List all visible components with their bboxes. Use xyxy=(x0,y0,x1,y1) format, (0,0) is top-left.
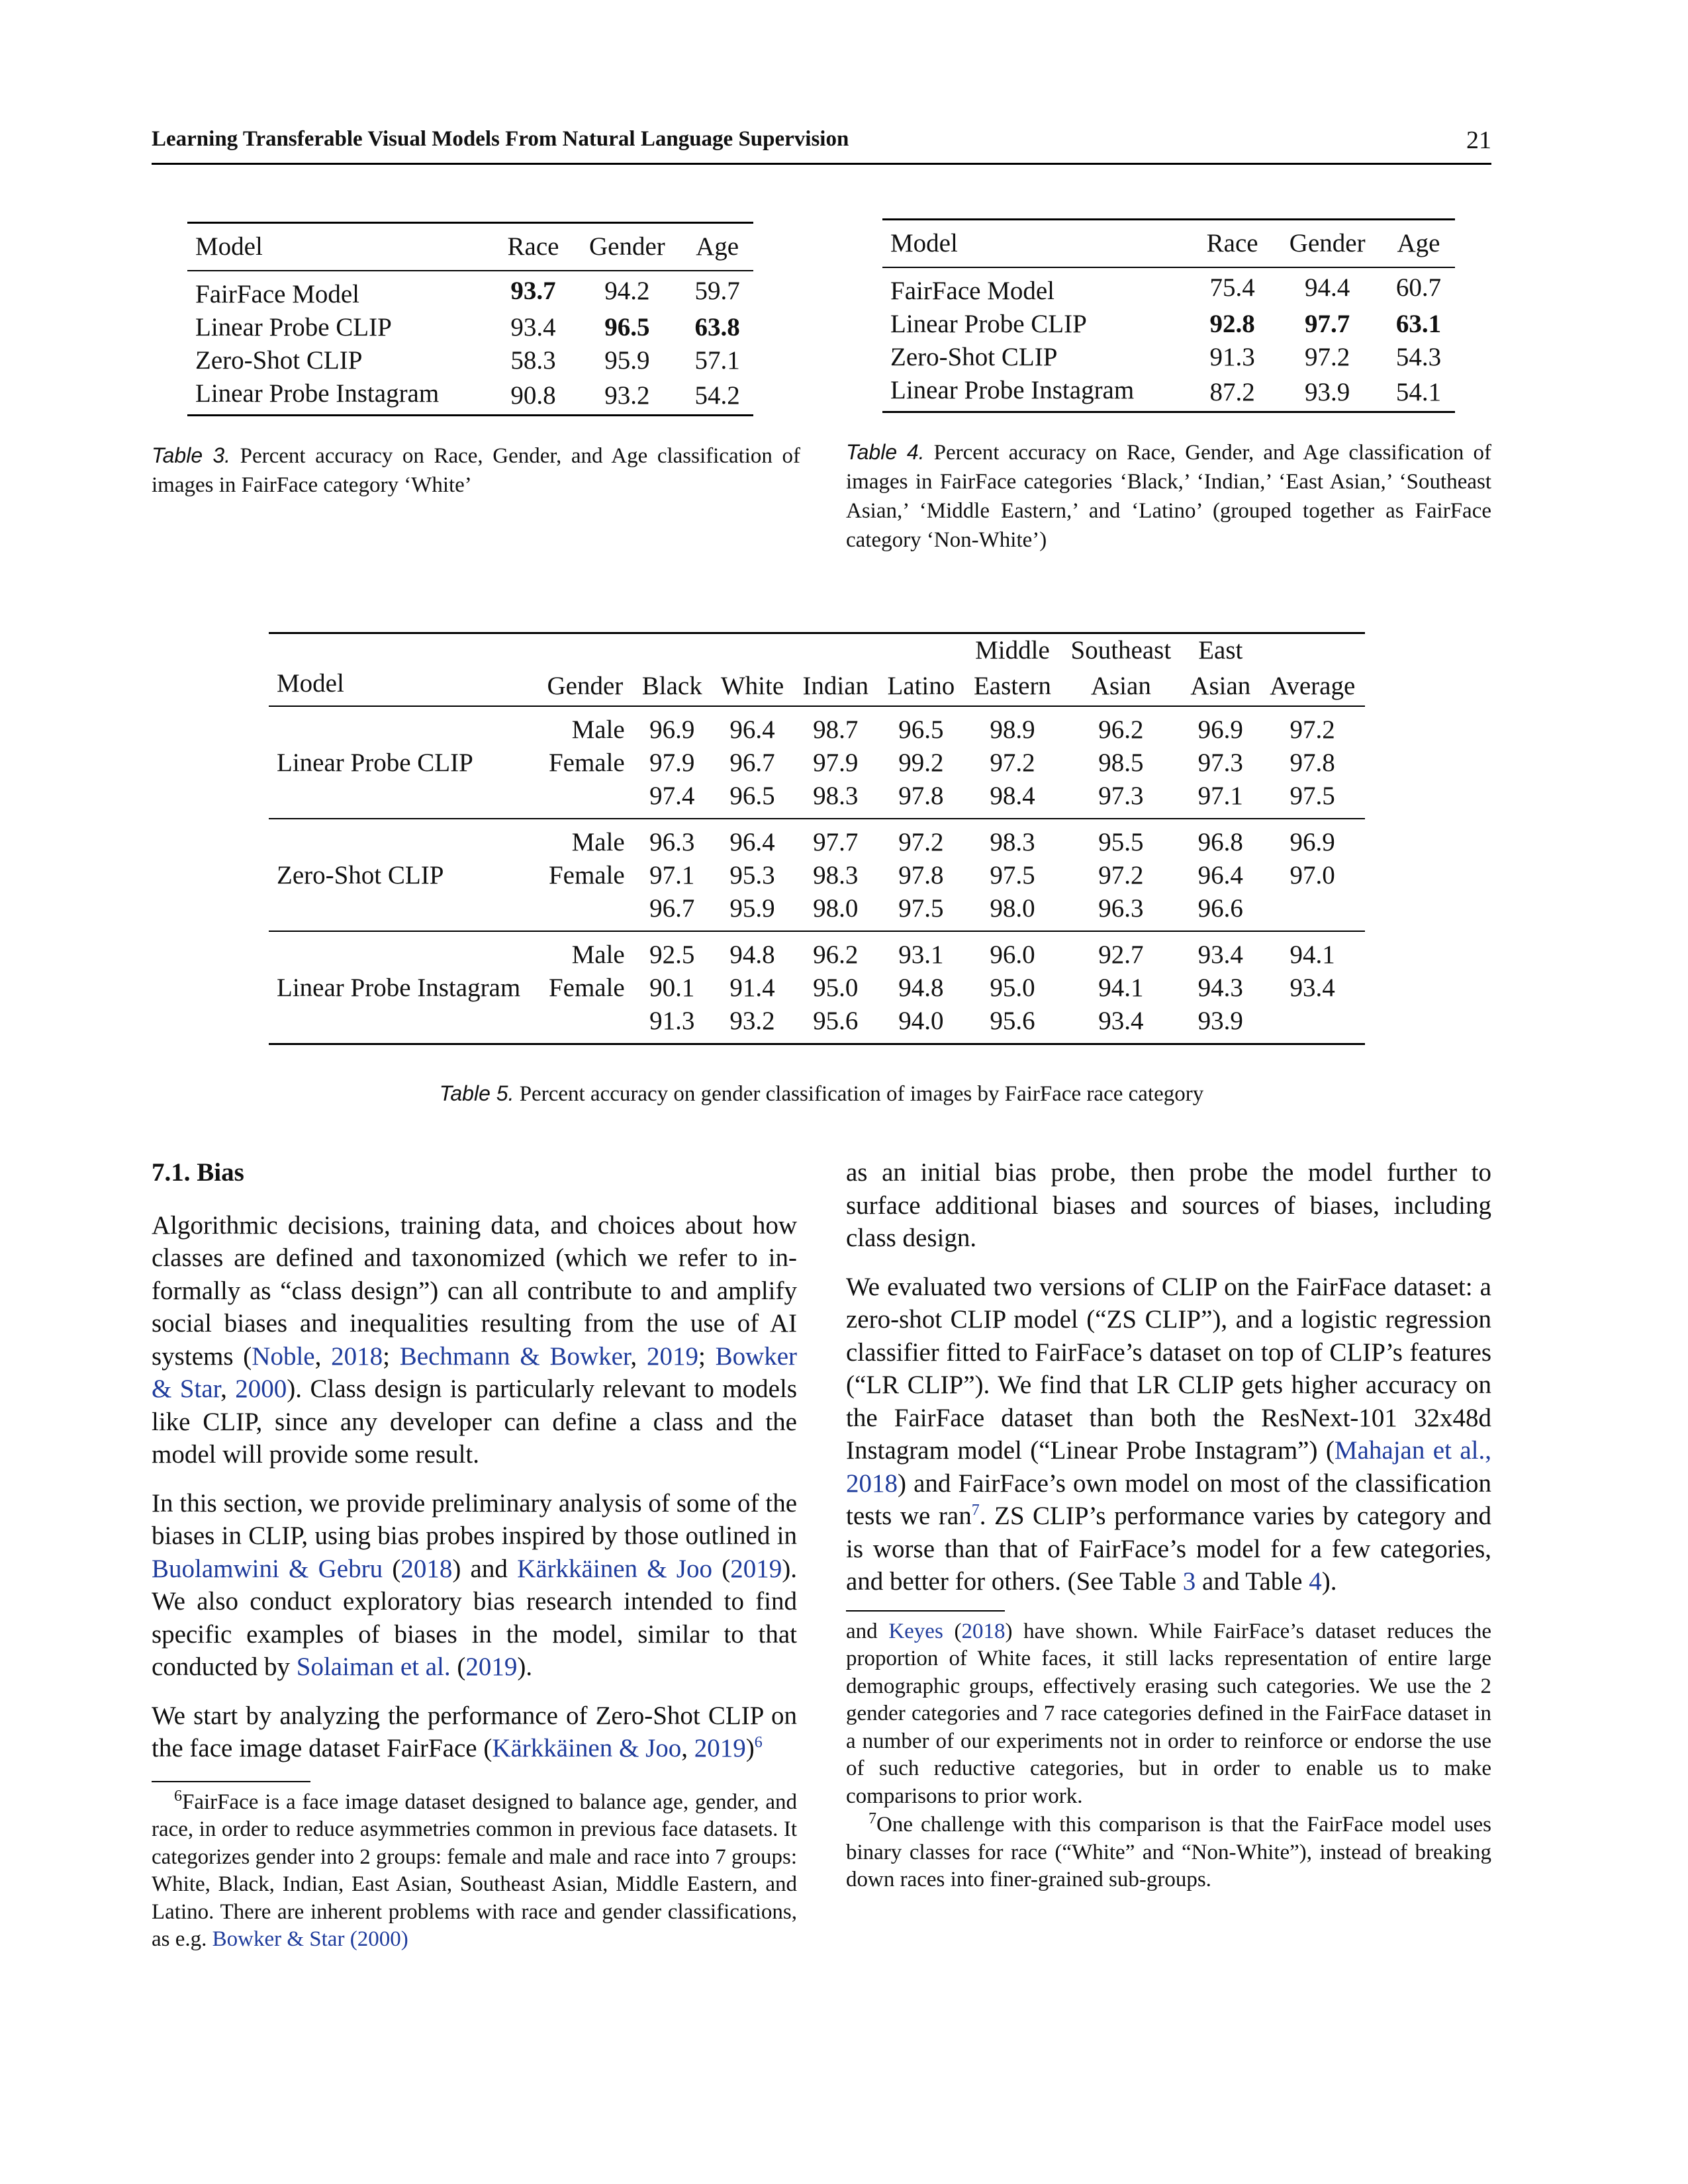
table-cell: 54.2 xyxy=(694,381,740,410)
table-cell: 96.4 xyxy=(729,828,775,856)
table-cell xyxy=(573,311,682,344)
text: , xyxy=(681,1734,694,1762)
table4-caption xyxy=(846,437,1491,555)
table-cell: 95.9 xyxy=(604,346,650,375)
bold-value: 92.8 xyxy=(1209,310,1255,338)
table-cell: 94.8 xyxy=(898,974,944,1002)
paper-title: Learning Transferable Visual Models From Natural Language Supervision xyxy=(152,127,849,151)
text: ( xyxy=(383,1554,401,1583)
text: In this section, we provide preliminary analysis of some of the biases in CLIP, using bias probes inspired by those outlined in xyxy=(152,1488,797,1550)
average-cell xyxy=(1260,892,1365,931)
table-cell: 98.0 xyxy=(990,894,1035,923)
caption-text: Percent accuracy on Race, Gender, and Age classification of images in FairFace category ‘White’ xyxy=(152,444,800,497)
text: ( xyxy=(943,1619,962,1643)
table-cell: 97.2 xyxy=(898,828,944,856)
table-cell: 97.1 xyxy=(1197,782,1243,810)
table-cell: 94.8 xyxy=(729,940,775,969)
gender-cell xyxy=(538,892,633,931)
table5-header-gender: Gender xyxy=(547,672,624,700)
table-cell: 95.9 xyxy=(729,894,775,923)
table4-block xyxy=(882,218,1458,413)
table-cell: 93.2 xyxy=(604,381,650,410)
footnote-marker[interactable]: 6 xyxy=(754,1734,763,1751)
table-cell: 96.0 xyxy=(990,940,1035,969)
table-cell: 96.5 xyxy=(898,715,944,744)
paragraph: as an initial bias probe, then probe the model further to surface additional biases and sources of biases, including class design. xyxy=(846,1158,1491,1252)
citation-link[interactable]: Noble xyxy=(252,1342,315,1371)
citation-link[interactable]: Buolamwini & Gebru xyxy=(152,1554,383,1583)
table-cell: Linear Probe Instagram xyxy=(195,379,440,408)
table5-header-black: Black xyxy=(641,672,702,700)
table-cell: 98.3 xyxy=(990,828,1035,856)
text: ). Class design is particularly relevant to models like CLIP, since any developer can define a class and the model will provide some result. xyxy=(152,1375,797,1469)
table-cell: 94.2 xyxy=(604,277,650,305)
gender-cell: Female xyxy=(548,861,625,889)
average-cell: 97.5 xyxy=(1289,782,1335,810)
text: FairFace is a face image dataset designed to balance age, gender, and race, in order to reduce asymmetries common in previous face datasets. It categorizes gender into 2 groups: female and male and race into 7 groups: White, Black, Indian, East Asian, Southeast Asian, Middle Eastern, and Latino. There are inherent problems with race and gender classifications, as e.g. xyxy=(152,1790,797,1951)
bold-value: 93.7 xyxy=(510,277,556,305)
table-cell: 97.8 xyxy=(898,782,944,810)
table-row xyxy=(882,308,1455,341)
table4-header-row xyxy=(882,220,1455,268)
table5-header-asian: Asian xyxy=(1090,672,1151,700)
text: One challenge with this comparison is that the FairFace model uses binary classes for race (“White” and “Non-White”), instead of breaking down races into finer-grained sub-groups. xyxy=(846,1813,1491,1891)
citation-link[interactable]: Bowker & Star xyxy=(152,1342,798,1403)
table-cell xyxy=(269,819,538,859)
table5-caption xyxy=(152,1079,1491,1109)
table-cell xyxy=(493,271,573,311)
table3-header-age: Age xyxy=(696,232,739,261)
table-cell: 97.3 xyxy=(1098,782,1144,810)
table-cell: 95.0 xyxy=(990,974,1035,1002)
table3-header-model: Model xyxy=(195,232,263,261)
table4-header-race: Race xyxy=(1206,229,1258,257)
table-cell: 94.3 xyxy=(1197,974,1243,1002)
table-cell: 96.9 xyxy=(649,715,695,744)
citation-link[interactable]: Solaiman et al. xyxy=(296,1653,451,1681)
table-cell: 91.3 xyxy=(649,1007,695,1035)
table-cell: 96.4 xyxy=(1197,861,1243,889)
table-cell: 93.9 xyxy=(1305,378,1350,406)
table-cell: 54.3 xyxy=(1395,343,1442,371)
table-cell: 75.4 xyxy=(1209,273,1255,302)
table-cell: 93.4 xyxy=(510,313,556,341)
citation-link[interactable]: 2000 xyxy=(357,1927,401,1951)
table-cell xyxy=(269,706,538,747)
caption-text: Percent accuracy on gender classification of images by FairFace race category xyxy=(514,1082,1204,1106)
table3-block xyxy=(187,222,757,416)
table-cell: FairFace Model xyxy=(890,277,1055,305)
table4-header-gender: Gender xyxy=(1289,229,1366,257)
citation-link[interactable]: 2019 xyxy=(730,1554,782,1583)
table-cell: 59.7 xyxy=(694,277,740,305)
table-cell: 57.1 xyxy=(694,346,740,375)
text: , xyxy=(220,1375,236,1403)
citation-link[interactable]: Bechmann & Bowker xyxy=(399,1342,631,1371)
table-cell: 87.2 xyxy=(1209,378,1255,406)
table-cell: 96.7 xyxy=(729,749,775,777)
table-link[interactable]: 4 xyxy=(1309,1567,1322,1596)
table-cell: 97.9 xyxy=(813,749,859,777)
table-row xyxy=(187,271,753,311)
text: ) and FairFace’s own model on most of the classification tests we ran xyxy=(846,1469,1491,1530)
table-cell: 97.5 xyxy=(990,861,1035,889)
table-cell: 98.7 xyxy=(813,715,859,744)
table-cell: 90.1 xyxy=(649,974,695,1002)
table5-body xyxy=(269,706,1365,1044)
table-row xyxy=(269,780,1365,819)
table-cell xyxy=(269,892,538,931)
caption-text: Percent accuracy on Race, Gender, and Age classification of images in FairFace categories ‘Black,’ ‘Indian,’ ‘East Asian,’ ‘Southeast Asian,’ ‘Middle Eastern,’ and ‘Latino’ (grouped together as FairFace category ‘Non-White’) xyxy=(846,441,1491,552)
table-cell: 95.0 xyxy=(813,974,859,1002)
citation-link[interactable]: Kärkkäinen & Joo xyxy=(492,1734,682,1762)
caption-label: Table 4. xyxy=(846,440,925,464)
table-cell: 98.5 xyxy=(1098,749,1144,777)
citation-link[interactable]: 2019 xyxy=(694,1734,746,1762)
table-row xyxy=(269,747,1365,780)
bold-value: 63.8 xyxy=(694,313,740,341)
table-row xyxy=(269,706,1365,747)
table-cell: Linear Probe CLIP xyxy=(890,310,1087,338)
table-cell: 95.5 xyxy=(1098,828,1144,856)
text: ( xyxy=(712,1554,731,1583)
table5-header-indian: Indian xyxy=(802,672,869,700)
text: ). xyxy=(1321,1567,1337,1596)
table-row xyxy=(882,267,1455,308)
table5-block xyxy=(269,632,1368,1045)
table-cell: 96.6 xyxy=(1197,894,1243,923)
table-cell: 97.2 xyxy=(990,749,1035,777)
table-cell: 92.5 xyxy=(649,940,695,969)
table-cell: Zero-Shot CLIP xyxy=(890,343,1058,371)
table5-header-average: Average xyxy=(1270,672,1356,700)
table-cell: 97.2 xyxy=(1098,861,1144,889)
table5-header-eastern: Eastern xyxy=(973,672,1051,700)
footnote-number: 6 xyxy=(174,1787,182,1805)
empty-cell xyxy=(269,633,538,668)
bold-value: 63.1 xyxy=(1395,310,1442,338)
footnote-number: 7 xyxy=(868,1810,876,1827)
model-name-cell: Zero-Shot CLIP xyxy=(277,861,444,889)
average-cell xyxy=(1260,1005,1365,1044)
caption-label: Table 3. xyxy=(152,443,231,467)
paragraph xyxy=(152,1700,797,1765)
gender-cell: Female xyxy=(548,749,625,777)
table5-header-southeast: Southeast xyxy=(1070,636,1172,664)
table-cell: 97.9 xyxy=(649,749,695,777)
table-cell: 93.1 xyxy=(898,940,944,969)
table-cell: FairFace Model xyxy=(195,280,360,308)
right-column xyxy=(846,1156,1491,1894)
table-cell: 97.5 xyxy=(898,894,944,923)
table-cell: 95.3 xyxy=(729,861,775,889)
table-row xyxy=(187,377,753,416)
table-cell: 93.4 xyxy=(1098,1007,1144,1035)
text: , xyxy=(314,1342,332,1371)
table-cell xyxy=(681,311,753,344)
table-cell: Linear Probe Instagram xyxy=(890,376,1135,404)
table-cell: 54.1 xyxy=(1395,378,1442,406)
table-cell: 92.7 xyxy=(1098,940,1144,969)
citation-link[interactable]: Keyes xyxy=(888,1619,943,1643)
table-cell: 93.2 xyxy=(729,1007,775,1035)
citation-link[interactable]: 2018 xyxy=(331,1342,383,1371)
gender-cell: Male xyxy=(571,715,625,744)
text: and xyxy=(846,1619,889,1643)
table-cell: 97.2 xyxy=(1305,343,1350,371)
empty-cell xyxy=(793,633,878,668)
table-cell xyxy=(269,780,538,819)
table-cell: 94.1 xyxy=(1098,974,1144,1002)
section-heading: 7.1. Bias xyxy=(152,1158,244,1187)
text: ( xyxy=(344,1927,357,1951)
average-cell: 97.0 xyxy=(1289,861,1335,889)
text: We evaluated two versions of CLIP on the FairFace dataset: a zero-shot CLIP model (“ZS CLIP”), and a logistic regression classifier fitted to FairFace’s dataset on top of CLIP’s features (“LR CLIP”). We find that LR CLIP gets higher accuracy on the FairFace dataset than both the ResNext-101 32x48d Instagram model (“Linear Probe Instagram”) ( xyxy=(846,1272,1491,1465)
text: , xyxy=(630,1342,647,1371)
average-cell: 93.4 xyxy=(1289,974,1335,1002)
table-cell: 96.7 xyxy=(649,894,695,923)
table5-header-asian-2: Asian xyxy=(1190,672,1251,700)
table-cell: 93.4 xyxy=(1197,940,1243,969)
table5-header-east: East xyxy=(1198,636,1243,664)
table-row xyxy=(269,859,1365,892)
left-column xyxy=(152,1156,797,1954)
citation-link[interactable]: 2018 xyxy=(961,1619,1006,1643)
table-cell xyxy=(1192,308,1273,341)
citation-link[interactable]: Bowker & Star xyxy=(212,1927,345,1951)
table-cell: Zero-Shot CLIP xyxy=(195,346,363,375)
bold-value: 96.5 xyxy=(604,313,650,341)
citation-link[interactable]: 2018 xyxy=(400,1554,453,1583)
table-cell: 98.3 xyxy=(813,861,859,889)
table-cell: Linear Probe CLIP xyxy=(195,313,392,341)
table-cell xyxy=(1382,308,1455,341)
footnote-rule xyxy=(152,1781,310,1782)
table-cell: 96.9 xyxy=(1197,715,1243,744)
table-cell: 96.4 xyxy=(729,715,775,744)
table-cell: 97.4 xyxy=(649,782,695,810)
gender-cell: Male xyxy=(571,828,625,856)
table-cell: 96.2 xyxy=(1098,715,1144,744)
table-row xyxy=(269,931,1365,972)
table-cell: 93.9 xyxy=(1197,1007,1243,1035)
table-cell: 91.3 xyxy=(1209,343,1255,371)
table-cell: 96.8 xyxy=(1197,828,1243,856)
caption-label: Table 5. xyxy=(439,1081,514,1105)
bold-value: 97.7 xyxy=(1305,310,1350,338)
table5 xyxy=(269,632,1365,1045)
table-cell: 98.9 xyxy=(990,715,1035,744)
text: ; xyxy=(383,1342,400,1371)
average-cell: 97.8 xyxy=(1289,749,1335,777)
text: We start by analyzing the performance of Zero-Shot CLIP on the face image dataset FairFace ( xyxy=(152,1701,797,1762)
gender-cell: Male xyxy=(571,940,625,969)
text: ) have shown. While FairFace’s dataset reduces the proportion of White faces, it still lacks representation of entire large demographic groups, effectively erasing such categories. We use the 2 gender categories and 7 race categories defined in the FairFace dataset in a number of our experiments not in order to reinforce or endorse the use of such reductive categories, but in order to enable us to make comparisons to prior work. xyxy=(846,1619,1491,1808)
footnote-marker[interactable]: 7 xyxy=(971,1502,980,1519)
paragraph xyxy=(152,1487,797,1684)
text: ) xyxy=(745,1734,755,1762)
paragraph xyxy=(152,1209,797,1471)
text: . ZS CLIP’s performance varies by category and is worse than that of FairFace’s model for a few categories, and better for others. (See Table xyxy=(846,1502,1492,1596)
average-cell: 94.1 xyxy=(1289,940,1335,969)
table5-header-middle: Middle xyxy=(975,636,1050,664)
table-cell: 97.8 xyxy=(898,861,944,889)
table5-header-model: Model xyxy=(277,669,344,698)
gender-cell xyxy=(538,780,633,819)
table-row xyxy=(269,972,1365,1005)
empty-cell xyxy=(633,633,712,668)
table-row xyxy=(269,1005,1365,1044)
running-header xyxy=(152,126,1491,165)
citation-link[interactable]: 2019 xyxy=(646,1342,698,1371)
table-cell: 58.3 xyxy=(510,346,556,375)
citation-link[interactable]: 2000 xyxy=(235,1375,287,1403)
table-cell: 97.7 xyxy=(813,828,859,856)
table-cell xyxy=(269,931,538,972)
average-cell: 96.9 xyxy=(1289,828,1335,856)
table5-header-row-1 xyxy=(269,633,1365,668)
table-cell: 96.2 xyxy=(813,940,859,969)
table-row xyxy=(269,892,1365,931)
table3-header-row xyxy=(187,223,753,271)
table-cell: 97.3 xyxy=(1197,749,1243,777)
model-name-cell: Linear Probe CLIP xyxy=(277,749,473,777)
table-cell: 96.5 xyxy=(729,782,775,810)
table-cell: 98.0 xyxy=(813,894,859,923)
text: ( xyxy=(450,1653,466,1681)
empty-cell xyxy=(878,633,964,668)
table4-header-age: Age xyxy=(1397,229,1440,257)
table4 xyxy=(882,218,1455,413)
empty-cell xyxy=(1260,633,1365,668)
gender-cell xyxy=(538,1005,633,1044)
footnote-7 xyxy=(846,1811,1491,1894)
text: ). xyxy=(517,1653,533,1681)
text: and Table xyxy=(1196,1567,1309,1596)
text: ; xyxy=(698,1342,716,1371)
table-cell: 96.3 xyxy=(1098,894,1144,923)
table-cell: 94.0 xyxy=(898,1007,944,1035)
table-row xyxy=(882,374,1455,412)
table-cell: 60.7 xyxy=(1395,273,1442,302)
citation-link[interactable]: Kärkkäinen & Joo xyxy=(517,1554,712,1583)
text: ) xyxy=(400,1927,408,1951)
table-cell: 96.3 xyxy=(649,828,695,856)
table-cell: 98.4 xyxy=(990,782,1035,810)
table-cell xyxy=(1272,308,1382,341)
table-cell: 95.6 xyxy=(990,1007,1035,1035)
table-cell: 91.4 xyxy=(729,974,775,1002)
table-cell: 99.2 xyxy=(898,749,944,777)
paragraph xyxy=(846,1271,1491,1598)
footnote-rule xyxy=(846,1610,1005,1612)
average-cell: 97.2 xyxy=(1289,715,1335,744)
table4-header-model: Model xyxy=(890,229,958,257)
citation-link[interactable]: 2019 xyxy=(465,1653,518,1681)
table-cell: 95.6 xyxy=(813,1007,859,1035)
text: Algorithmic decisions, training data, and choices about how classes are defined and taxonomized (which we refer to informally as “class design”) can all contribute to and amplify social biases and inequalities resulting from the use of AI systems ( xyxy=(152,1210,797,1371)
citation-link[interactable]: Mahajan et al., 2018 xyxy=(846,1436,1491,1498)
table5-header-white: White xyxy=(720,672,784,700)
table3 xyxy=(187,222,753,416)
table5-header-row-2 xyxy=(269,667,1365,706)
model-name-cell: Linear Probe Instagram xyxy=(277,974,521,1002)
table-row xyxy=(187,311,753,344)
empty-cell xyxy=(538,633,633,668)
table-row xyxy=(882,341,1455,374)
table-cell: 97.1 xyxy=(649,861,695,889)
table3-header-race: Race xyxy=(507,232,559,261)
gender-cell: Female xyxy=(548,974,625,1002)
table3-header-gender: Gender xyxy=(589,232,665,261)
table-cell: 98.3 xyxy=(813,782,859,810)
footnote-6 xyxy=(152,1789,797,1954)
table-link[interactable]: 3 xyxy=(1182,1567,1196,1596)
table3-caption xyxy=(152,441,800,500)
page-number: 21 xyxy=(1466,126,1491,154)
table-row xyxy=(187,344,753,377)
table-cell: 94.4 xyxy=(1305,273,1350,302)
table-row xyxy=(269,819,1365,859)
text: ). We also conduct exploratory bias research intended to find specific examples of biases in the model, similar to that conducted by xyxy=(152,1554,797,1681)
table-cell: 90.8 xyxy=(510,381,556,410)
text: ) and xyxy=(452,1554,518,1583)
footnote-continuation xyxy=(846,1618,1491,1811)
table5-header-latino: Latino xyxy=(887,672,955,700)
empty-cell xyxy=(712,633,794,668)
table-cell xyxy=(269,1005,538,1044)
